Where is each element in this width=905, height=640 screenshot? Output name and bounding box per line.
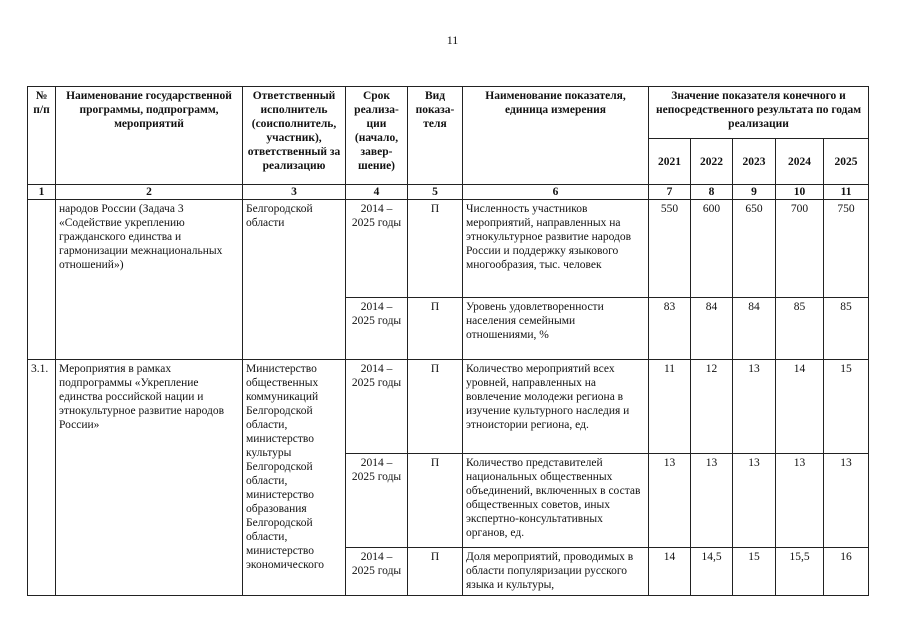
header-values: Значение показателя конечного и непосредственного результата по годам реализации [649, 87, 869, 139]
indicator-name: Численность участников мероприятий, направленных на этнокультурное развитие народов России и поддержку языкового многообразия, тыс. человек [463, 200, 649, 298]
column-number: 6 [463, 185, 649, 200]
value-2021: 550 [649, 200, 691, 298]
column-number: 10 [776, 185, 824, 200]
column-number: 11 [824, 185, 869, 200]
column-number: 3 [243, 185, 346, 200]
indicator-name: Уровень удовлетворенности населения семейными отношениями, % [463, 298, 649, 360]
term: 2014 – 2025 годы [346, 454, 408, 548]
column-number-row [28, 185, 869, 200]
column-number: 4 [346, 185, 408, 200]
value-2022: 13 [691, 454, 733, 548]
value-2025: 15 [824, 360, 869, 454]
header-num: № п/п [28, 87, 56, 185]
column-number: 8 [691, 185, 733, 200]
indicator-type: П [408, 548, 463, 596]
column-number: 2 [56, 185, 243, 200]
value-2024: 13 [776, 454, 824, 548]
program-name: народов России (Задача 3 «Содействие укреплению гражданского единства и гармонизации межнациональных отношений») [56, 200, 243, 360]
page-number: 11 [446, 33, 459, 47]
table-row [28, 360, 869, 454]
value-2023: 13 [733, 454, 776, 548]
header-indicator-type: Вид показа-теля [408, 87, 463, 185]
value-2023: 13 [733, 360, 776, 454]
indicators-table [27, 86, 869, 596]
column-number: 5 [408, 185, 463, 200]
term: 2014 – 2025 годы [346, 298, 408, 360]
table-row [28, 200, 869, 298]
value-2022: 14,5 [691, 548, 733, 596]
value-2021: 13 [649, 454, 691, 548]
term: 2014 – 2025 годы [346, 548, 408, 596]
header-year-2025: 2025 [824, 139, 869, 185]
header-responsible: Ответственный исполнитель (соисполнитель, участник), ответственный за реализацию [243, 87, 346, 185]
value-2021: 14 [649, 548, 691, 596]
column-number: 9 [733, 185, 776, 200]
value-2024: 15,5 [776, 548, 824, 596]
value-2025: 16 [824, 548, 869, 596]
header-year-2024: 2024 [776, 139, 824, 185]
indicator-name: Доля мероприятий, проводимых в области популяризации русского языка и культуры, [463, 548, 649, 596]
header-indicator-name: Наименование показателя, единица измерения [463, 87, 649, 185]
value-2025: 13 [824, 454, 869, 548]
indicator-type: П [408, 454, 463, 548]
indicator-name: Количество мероприятий всех уровней, направленных на вовлечение молодежи региона в изучение культурного наследия и этноистории региона, ед. [463, 360, 649, 454]
value-2024: 85 [776, 298, 824, 360]
value-2023: 650 [733, 200, 776, 298]
indicator-name: Количество представителей национальных общественных объединений, включенных в состав общественных советов, иных экспертно-консультативных органов, ед. [463, 454, 649, 548]
header-program-name: Наименование государственной программы, подпрограмм, мероприятий [56, 87, 243, 185]
value-2022: 12 [691, 360, 733, 454]
value-2021: 11 [649, 360, 691, 454]
value-2021: 83 [649, 298, 691, 360]
value-2023: 15 [733, 548, 776, 596]
responsible: Министерство общественных коммуникаций Белгородской области, министерство культуры Белгородской области, министерство образования Белгородской области, министерство экономического [243, 360, 346, 596]
column-number: 1 [28, 185, 56, 200]
column-number: 7 [649, 185, 691, 200]
header-term: Срок реализа-ции (начало, завер-шение) [346, 87, 408, 185]
responsible: Белгородской области [243, 200, 346, 360]
row-num [28, 200, 56, 360]
indicator-type: П [408, 360, 463, 454]
value-2024: 700 [776, 200, 824, 298]
indicator-type: П [408, 200, 463, 298]
term: 2014 – 2025 годы [346, 200, 408, 298]
value-2023: 84 [733, 298, 776, 360]
row-num: 3.1. [28, 360, 56, 596]
program-name: Мероприятия в рамках подпрограммы «Укрепление единства российской нации и этнокультурное развитие народов России» [56, 360, 243, 596]
header-year-2022: 2022 [691, 139, 733, 185]
header-year-2023: 2023 [733, 139, 776, 185]
value-2025: 750 [824, 200, 869, 298]
value-2022: 600 [691, 200, 733, 298]
value-2024: 14 [776, 360, 824, 454]
indicator-type: П [408, 298, 463, 360]
value-2025: 85 [824, 298, 869, 360]
header-year-2021: 2021 [649, 139, 691, 185]
value-2022: 84 [691, 298, 733, 360]
term: 2014 – 2025 годы [346, 360, 408, 454]
